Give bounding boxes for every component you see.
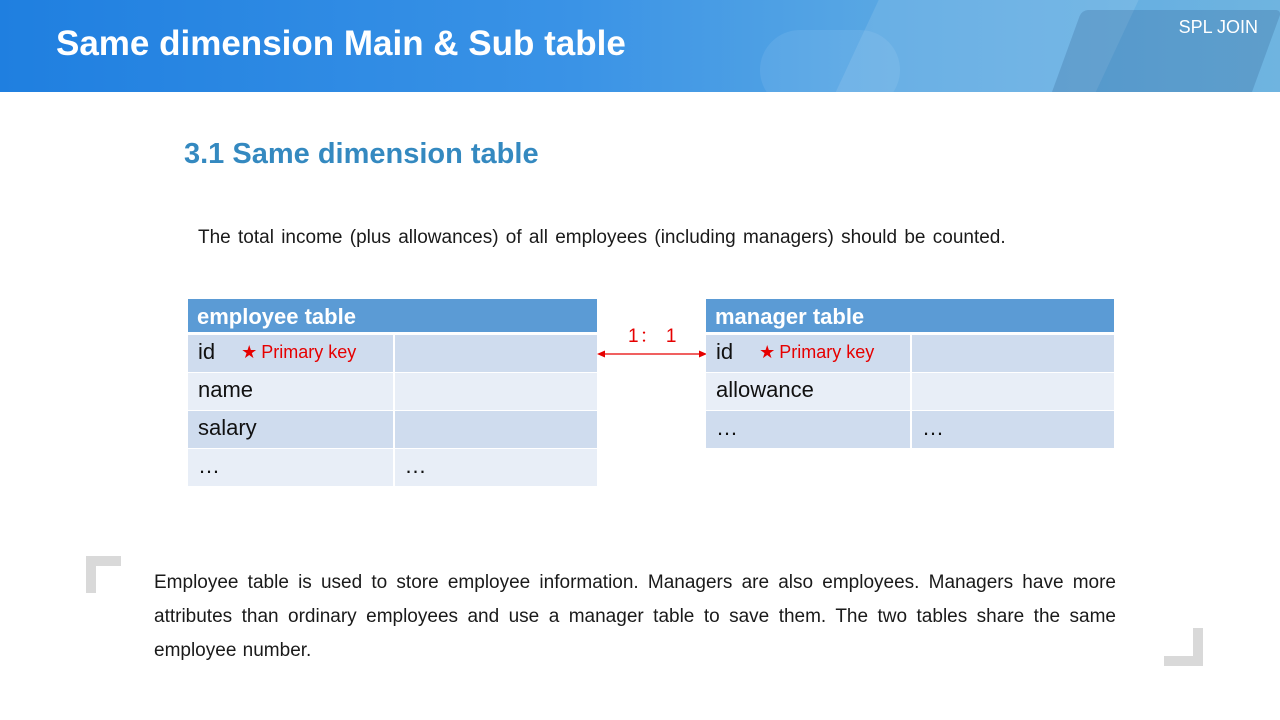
primary-key-text: Primary key xyxy=(779,342,875,362)
table-row xyxy=(706,335,1114,373)
table-cell: … xyxy=(706,411,910,448)
table-row xyxy=(188,449,597,487)
section-title: 3.1 Same dimension table xyxy=(184,138,539,170)
table-cell: name xyxy=(188,373,393,410)
slide-title: Same dimension Main & Sub table xyxy=(56,24,626,63)
note-text: Employee table is used to store employee information. Managers are also employees. Managers have more attributes than ordinary employees and use a manager table to save them. The two tables share the same employee number. xyxy=(154,572,1116,661)
table-cell xyxy=(188,335,393,372)
field-name: id xyxy=(198,339,216,364)
header-tag: SPL JOIN xyxy=(1178,17,1258,37)
star-icon: ★ xyxy=(759,342,776,362)
employee-table xyxy=(188,299,597,487)
table-cell: … xyxy=(393,449,598,486)
table-cell: … xyxy=(188,449,393,486)
table-cell xyxy=(393,373,598,410)
star-icon: ★ xyxy=(241,342,258,362)
intro-text: The total income (plus allowances) of all employees (including managers) should be counted. xyxy=(198,227,1006,248)
double-arrow-icon xyxy=(597,346,707,362)
table-cell xyxy=(706,335,910,372)
primary-key-text: Primary key xyxy=(261,342,357,362)
table-row xyxy=(188,411,597,449)
manager-table xyxy=(706,299,1114,449)
employee-table-header: employee table xyxy=(188,299,597,335)
primary-key-label xyxy=(241,342,356,362)
header-banner xyxy=(0,0,1280,92)
bracket-decoration xyxy=(1164,628,1203,666)
table-cell xyxy=(393,335,598,372)
table-cell: … xyxy=(910,411,1114,448)
table-cell xyxy=(393,411,598,448)
table-row xyxy=(188,373,597,411)
manager-table-header: manager table xyxy=(706,299,1114,335)
table-row xyxy=(706,373,1114,411)
table-cell: salary xyxy=(188,411,393,448)
table-cell xyxy=(910,335,1114,372)
relation-label: 1： 1 xyxy=(628,326,678,347)
table-row xyxy=(188,335,597,373)
table-row xyxy=(706,411,1114,449)
field-name: id xyxy=(716,339,734,364)
table-cell: allowance xyxy=(706,373,910,410)
primary-key-label xyxy=(759,342,874,362)
table-cell xyxy=(910,373,1114,410)
bracket-decoration xyxy=(86,556,121,593)
